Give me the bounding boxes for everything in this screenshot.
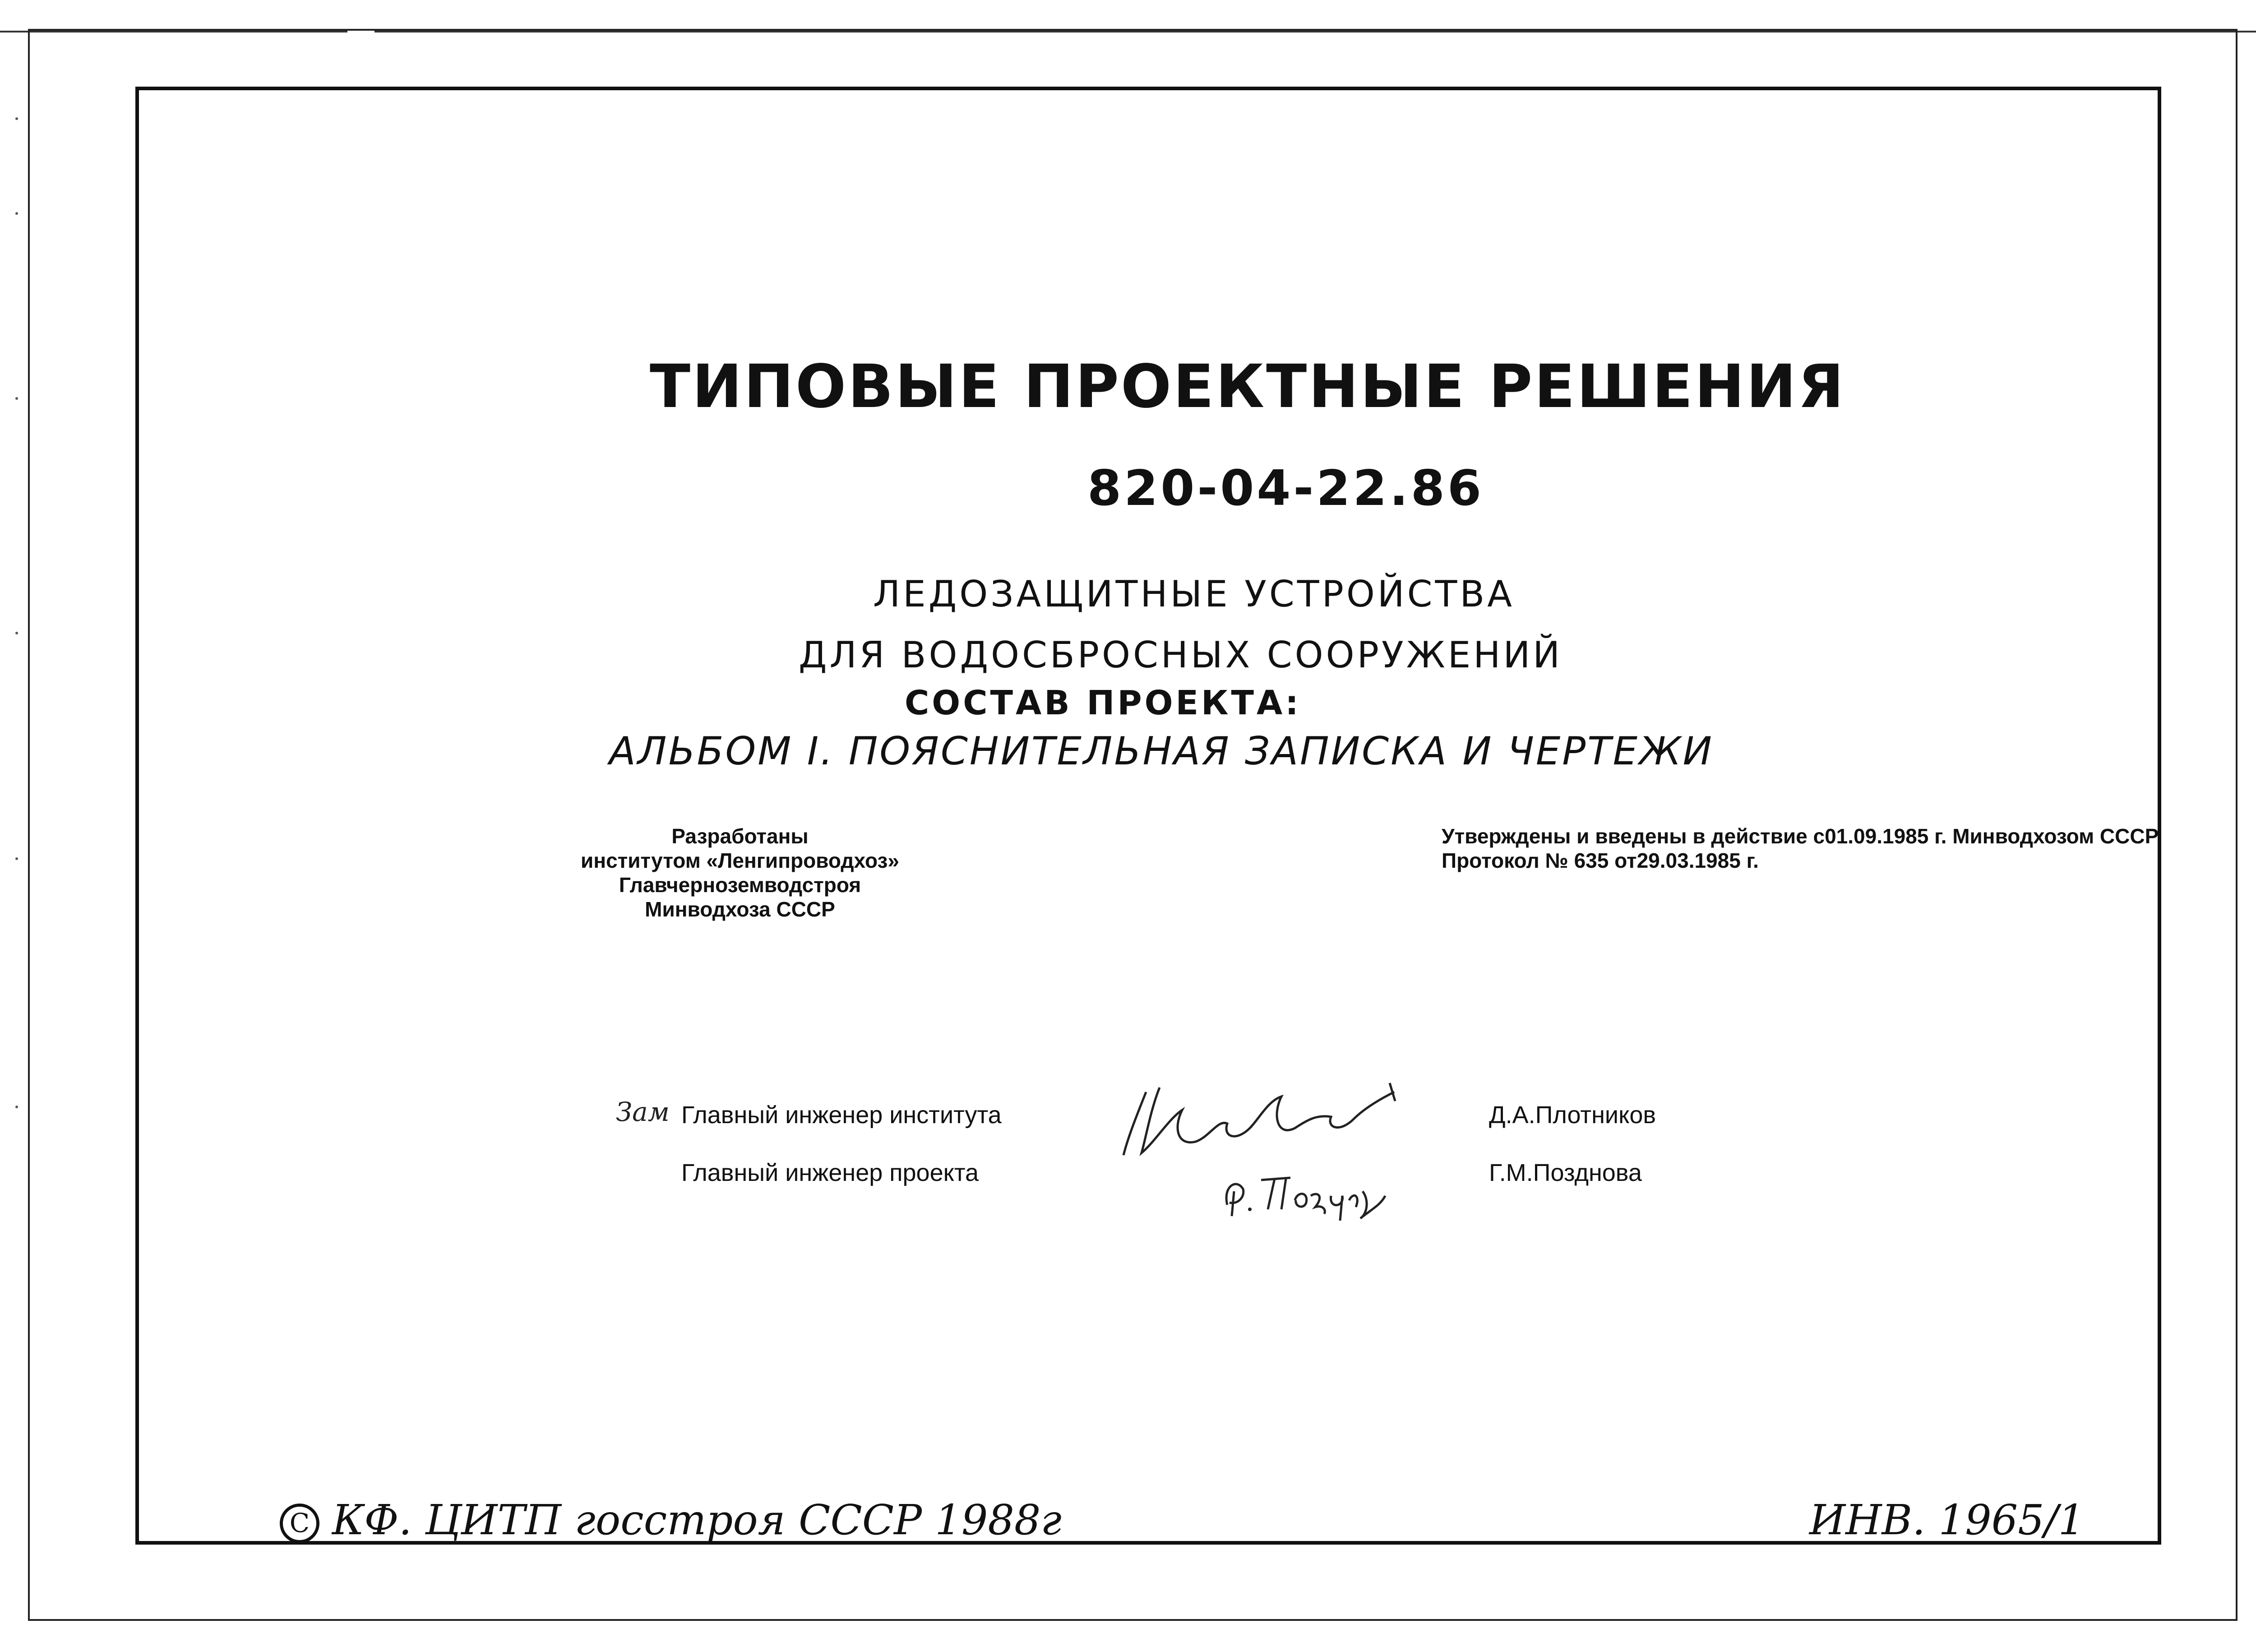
signature-institute	[1119, 1074, 1408, 1164]
scan-dot	[15, 632, 18, 634]
developer-block	[519, 824, 961, 921]
scan-dot	[15, 117, 18, 120]
chief-engineer-institute-role: Главный инженер института	[681, 1101, 1002, 1129]
chief-engineer-institute-name: Д.А.Плотников	[1489, 1101, 1656, 1129]
handwritten-prefix: Зам	[616, 1097, 670, 1127]
scan-dot	[15, 857, 18, 860]
chief-engineer-project-name: Г.М.Позднова	[1489, 1159, 1642, 1186]
developer-line: институтом «Ленгипроводхоз»	[581, 849, 899, 872]
developer-line: Минводхоза СССР	[645, 898, 835, 921]
document-number: 820-04-22.86	[1087, 460, 1484, 517]
subtitle-line-1: ЛЕДОЗАЩИТНЫЕ УСТРОЙСТВА	[873, 573, 1515, 615]
main-title: ТИПОВЫЕ ПРОЕКТНЫЕ РЕШЕНИЯ	[650, 352, 1846, 421]
composition-label: СОСТАВ ПРОЕКТА:	[905, 684, 1301, 722]
signature-project	[1218, 1164, 1390, 1223]
drawing-frame	[135, 87, 2161, 1545]
approval-line: Утверждены и введены в действие с01.09.1985 г. Минводхозом СССР	[1442, 824, 2159, 848]
album-line: АЛЬБОМ I. ПОЯСНИТЕЛЬНАЯ ЗАПИСКА И ЧЕРТЕЖИ	[609, 729, 1714, 774]
scan-dot	[15, 212, 18, 215]
subtitle-line-2: ДЛЯ ВОДОСБРОСНЫХ СООРУЖЕНИЙ	[799, 634, 1563, 676]
developer-line: Главчерноземводстроя	[619, 873, 861, 897]
footer-copyright-note	[280, 1496, 1062, 1544]
chief-engineer-project-role: Главный инженер проекта	[681, 1159, 979, 1186]
scan-dot	[15, 1106, 18, 1108]
footer-left-text: КФ. ЦИТП госстроя СССР 1988г	[332, 1496, 1062, 1544]
inventory-number: ИНВ. 1965/1	[1809, 1496, 2085, 1544]
scan-dot	[15, 397, 18, 400]
copyright-icon: C	[280, 1504, 319, 1543]
developer-line: Разработаны	[671, 824, 809, 848]
approval-block	[1442, 824, 2159, 873]
approval-line: Протокол № 635 от29.03.1985 г.	[1442, 849, 1759, 872]
